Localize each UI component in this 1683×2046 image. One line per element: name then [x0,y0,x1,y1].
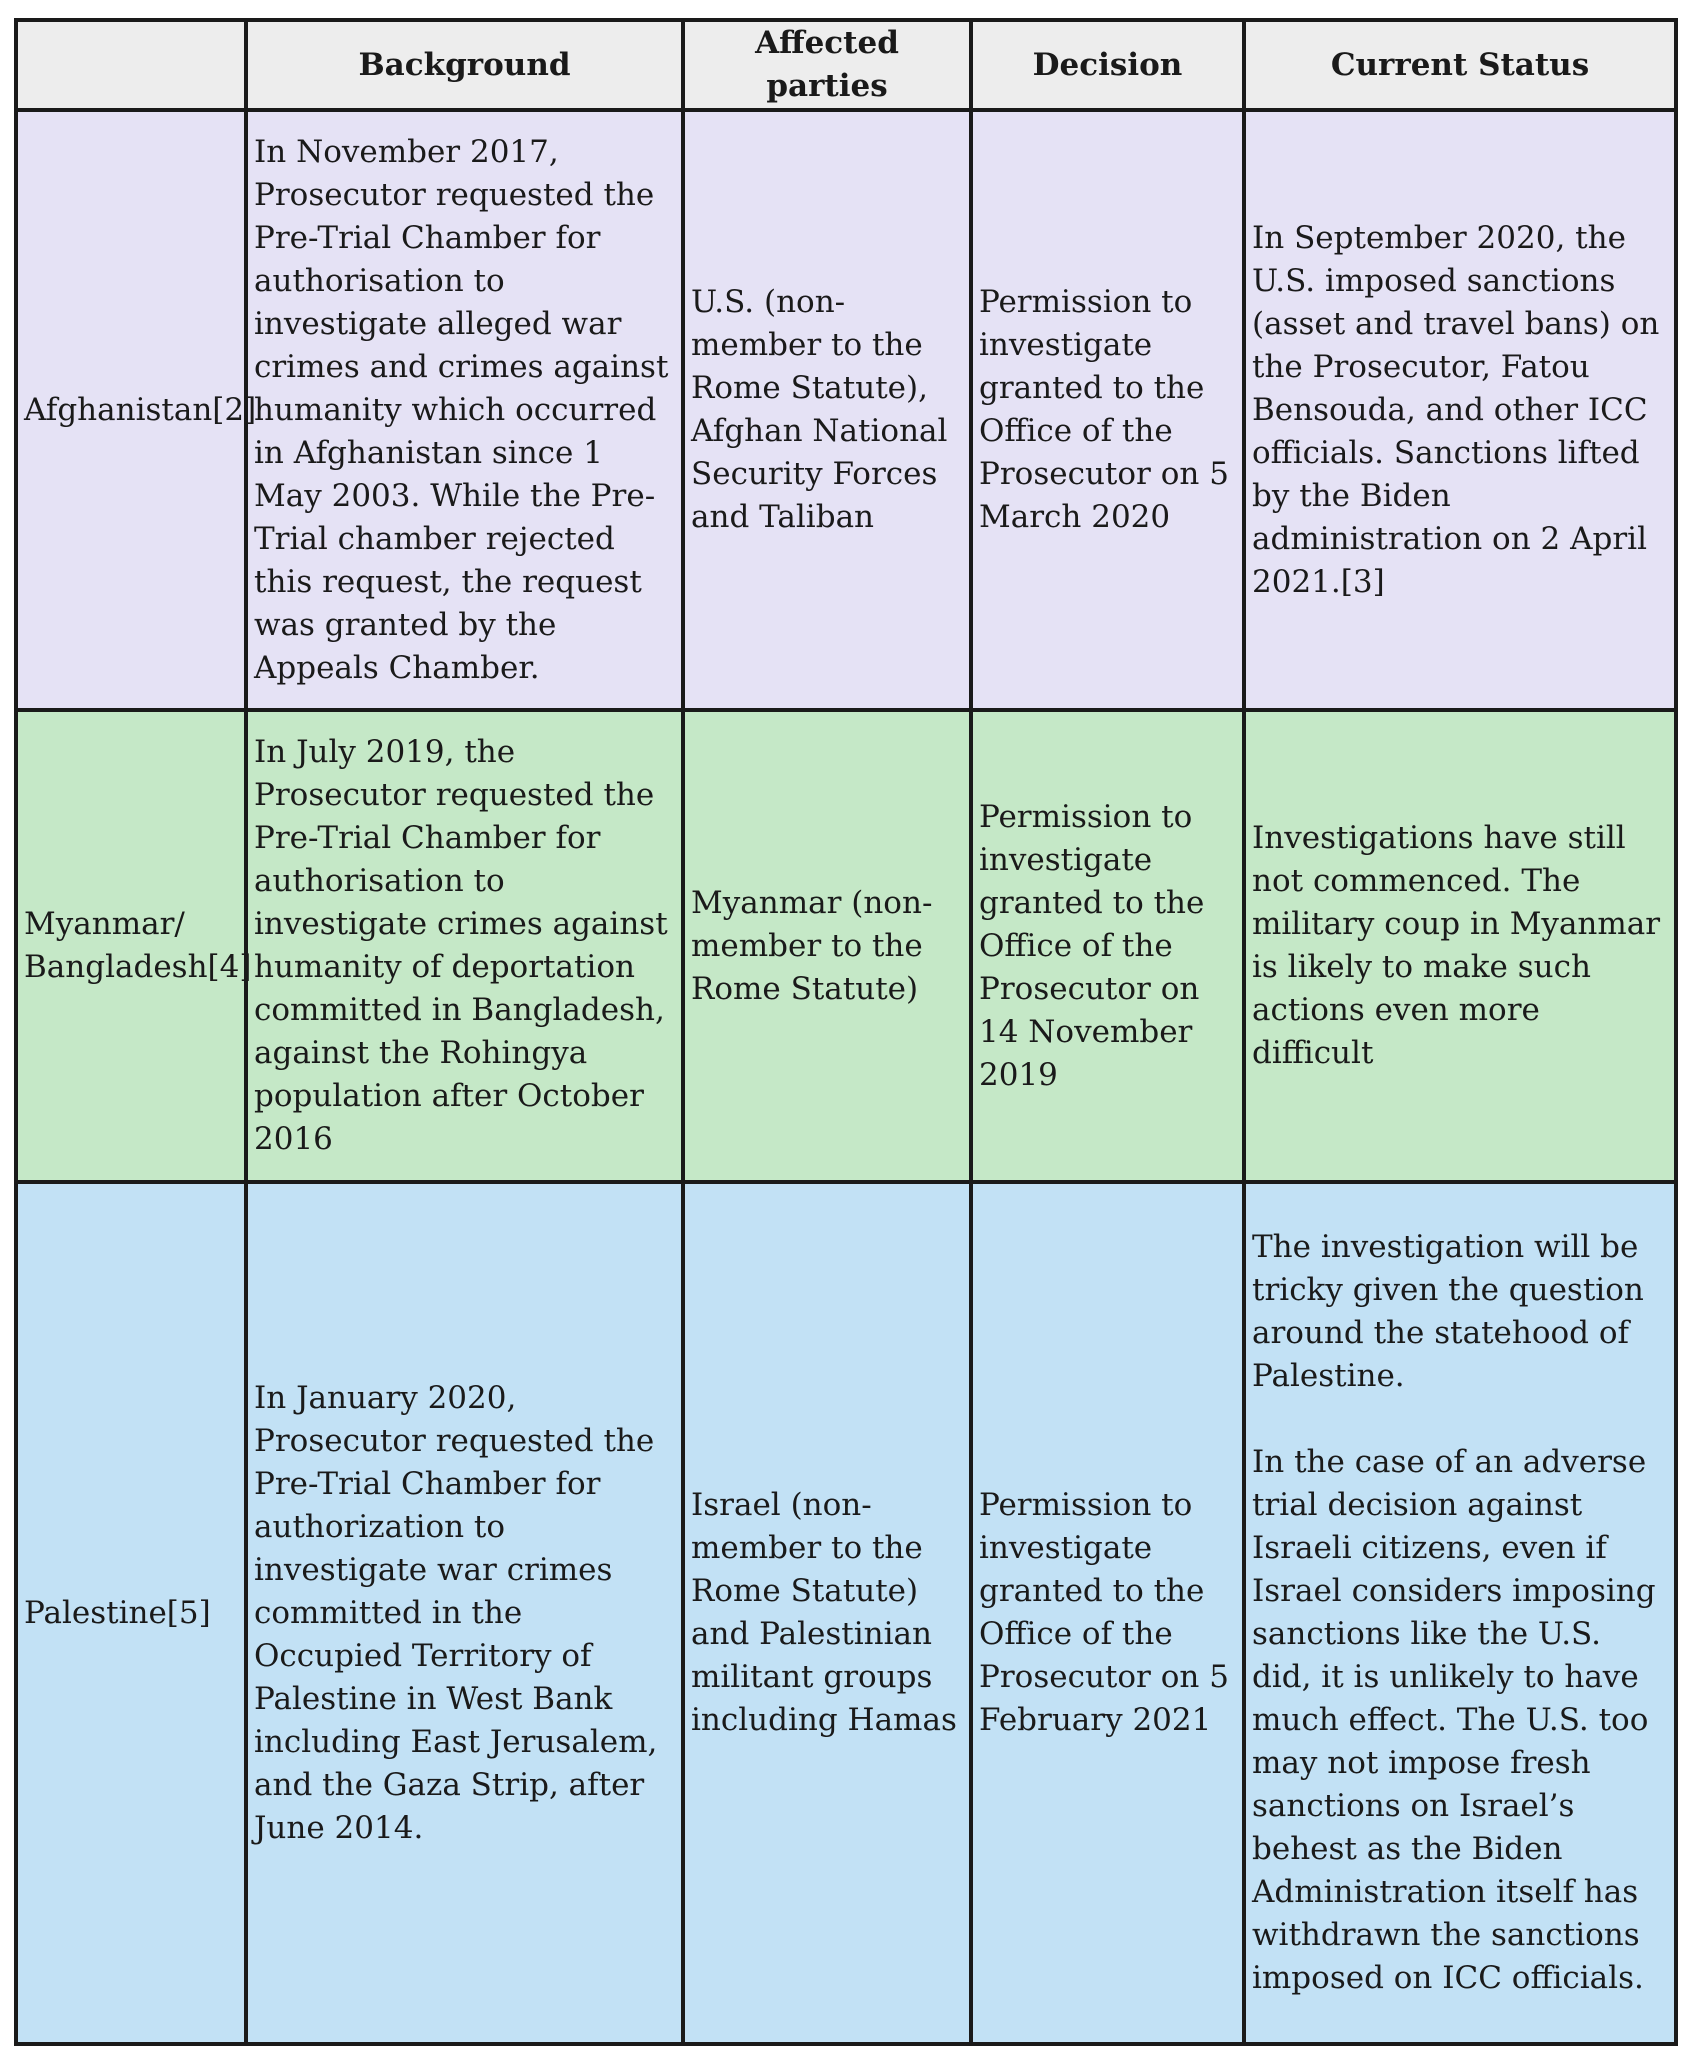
affected-parties-cell: Israel (non-member to the Rome Statute) and Palestinian militant groups including Hamas [683,1182,971,2044]
status-paragraph-sanctions: In the case of an adverse trial decision against Israeli citizens, even if Israel considers imposing sanctions like the U.S. did, it is unlikely to have much effect. The U.S. too may not impose fresh sanctions on Israel’s behest as the Biden Administration itself has withdrawn the sanctions imposed on ICC officials. [1252,1444,1656,1996]
background-cell: In January 2020, Prosecutor requested the Pre-Trial Chamber for authorization to investigate war crimes committed in the Occupied Territory of Palestine in West Bank including East Jerusalem, and the Gaza Strip, after June 2014. [246,1182,683,2044]
table-row-myanmar-bangladesh [16,710,1676,1182]
table-row-afghanistan [16,110,1676,710]
affected-parties-cell: Myanmar (non-member to the Rome Statute) [683,710,971,1182]
background-cell: In November 2017, Prosecutor requested the Pre-Trial Chamber for authorisation to investigate alleged war crimes and crimes against humanity which occurred in Afghanistan since 1 May 2003. While the Pre-Trial chamber rejected this request, the request was granted by the Appeals Chamber. [246,110,683,710]
current-status-cell [1244,1182,1676,2044]
decision-cell: Permission to investigate granted to the Office of the Prosecutor on 5 February 2021 [971,1182,1244,2044]
header-decision: Decision [971,20,1244,110]
affected-parties-cell: U.S. (non-member to the Rome Statute), Afghan National Security Forces and Taliban [683,110,971,710]
background-cell: In July 2019, the Prosecutor requested the Pre-Trial Chamber for authorisation to investigate crimes against humanity of deportation committed in Bangladesh, against the Rohingya population after October 2016 [246,710,683,1182]
decision-cell: Permission to investigate granted to the Office of the Prosecutor on 14 November 2019 [971,710,1244,1182]
header-blank [16,20,246,110]
current-status-cell: In September 2020, the U.S. imposed sanctions (asset and travel bans) on the Prosecutor, Fatou Bensouda, and other ICC officials. Sanctions lifted by the Biden administration on 2 April 2021.[3] [1244,110,1676,710]
header-row [16,20,1676,110]
status-paragraph-statehood: The investigation will be tricky given the question around the statehood of Palestine. [1252,1229,1644,1394]
icc-cases-table [14,18,1678,2046]
header-background: Background [246,20,683,110]
header-affected-parties: Affected parties [683,20,971,110]
country-cell: Palestine[5] [16,1182,246,2044]
decision-cell: Permission to investigate granted to the Office of the Prosecutor on 5 March 2020 [971,110,1244,710]
header-current-status: Current Status [1244,20,1676,110]
current-status-cell: Investigations have still not commenced. The military coup in Myanmar is likely to make such actions even more difficult [1244,710,1676,1182]
table-row-palestine [16,1182,1676,2044]
country-cell: Myanmar/ Bangladesh[4] [16,710,246,1182]
country-cell: Afghanistan[2] [16,110,246,710]
